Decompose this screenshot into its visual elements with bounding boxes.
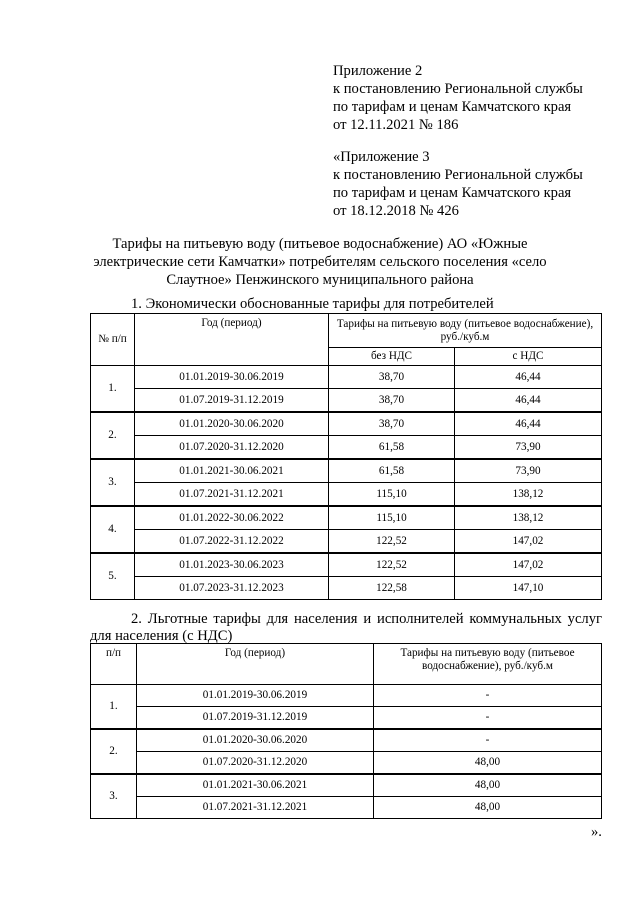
tariff-value-cell: - — [374, 685, 602, 707]
section-2-heading-line: для населения (с НДС) — [90, 628, 233, 644]
period-cell: 01.01.2019-30.06.2019 — [137, 685, 374, 707]
period-cell: 01.01.2019-30.06.2019 — [135, 366, 329, 389]
period-cell: 01.01.2021-30.06.2021 — [137, 774, 374, 797]
header-no-vat: без НДС — [329, 348, 455, 366]
period-cell: 01.07.2019-31.12.2019 — [137, 707, 374, 730]
section-1-heading: 1. Экономически обоснованные тарифы для потребителей — [131, 296, 494, 312]
section-2-heading — [90, 611, 602, 645]
appendix-3-line: по тарифам и ценам Камчатского края — [333, 185, 572, 201]
header-tariff: Тарифы на питьевую воду (питьевое водоснабжение), руб./куб.м — [374, 644, 602, 685]
table-row — [91, 797, 602, 819]
row-number: 2. — [91, 412, 135, 459]
preferential-tariffs-table — [90, 643, 602, 819]
period-cell: 01.01.2020-30.06.2020 — [135, 412, 329, 436]
tariff-value-cell: - — [374, 707, 602, 730]
appendix-2-line: к постановлению Региональной службы — [333, 81, 583, 97]
tariff-no-vat-cell: 61,58 — [329, 459, 455, 483]
row-number: 1. — [91, 685, 137, 730]
header-with-vat: с НДС — [455, 348, 602, 366]
table-row — [91, 553, 602, 577]
table-row — [91, 506, 602, 530]
appendix-3-line: от 18.12.2018 № 426 — [333, 203, 459, 219]
table-row — [91, 412, 602, 436]
table-row — [91, 530, 602, 554]
tariff-value-cell: 48,00 — [374, 797, 602, 819]
period-cell: 01.07.2021-31.12.2021 — [135, 483, 329, 507]
period-cell: 01.07.2020-31.12.2020 — [135, 436, 329, 460]
table-row — [91, 729, 602, 752]
period-cell: 01.07.2023-31.12.2023 — [135, 577, 329, 600]
table-row — [91, 459, 602, 483]
tariff-with-vat-cell: 46,44 — [455, 412, 602, 436]
tariff-with-vat-cell: 46,44 — [455, 366, 602, 389]
header-num: п/п — [91, 644, 137, 685]
table-row — [91, 436, 602, 460]
table-row — [91, 389, 602, 413]
title-line: Слаутное» Пенжинского муниципального района — [166, 272, 474, 288]
tariff-no-vat-cell: 122,52 — [329, 553, 455, 577]
period-cell: 01.07.2020-31.12.2020 — [137, 752, 374, 775]
table-row — [91, 366, 602, 389]
tariff-no-vat-cell: 61,58 — [329, 436, 455, 460]
tariff-no-vat-cell: 122,58 — [329, 577, 455, 600]
table-row — [91, 752, 602, 775]
tariff-no-vat-cell: 38,70 — [329, 366, 455, 389]
period-cell: 01.01.2020-30.06.2020 — [137, 729, 374, 752]
period-cell: 01.07.2019-31.12.2019 — [135, 389, 329, 413]
row-number: 2. — [91, 729, 137, 774]
tariff-no-vat-cell: 122,52 — [329, 530, 455, 554]
period-cell: 01.01.2022-30.06.2022 — [135, 506, 329, 530]
row-number: 3. — [91, 774, 137, 819]
appendix-2-line: от 12.11.2021 № 186 — [333, 117, 459, 133]
economic-tariffs-table — [90, 313, 602, 600]
table-row — [91, 685, 602, 707]
section-2-heading-line: 2. Льготные тарифы для населения и исполнителей коммунальных услуг — [131, 611, 602, 627]
period-cell: 01.01.2023-30.06.2023 — [135, 553, 329, 577]
tariff-no-vat-cell: 115,10 — [329, 483, 455, 507]
tariff-with-vat-cell: 73,90 — [455, 459, 602, 483]
appendix-2-line: Приложение 2 — [333, 63, 423, 79]
table-row — [91, 707, 602, 730]
tariff-with-vat-cell: 73,90 — [455, 436, 602, 460]
period-cell: 01.01.2021-30.06.2021 — [135, 459, 329, 483]
tariff-with-vat-cell: 147,10 — [455, 577, 602, 600]
tariff-no-vat-cell: 115,10 — [329, 506, 455, 530]
appendix-2-line: по тарифам и ценам Камчатского края — [333, 99, 572, 115]
row-number: 1. — [91, 366, 135, 413]
closing-quote-mark: ». — [591, 824, 602, 840]
table-row — [91, 577, 602, 600]
row-number: 3. — [91, 459, 135, 506]
appendix-2-block — [333, 62, 583, 134]
header-period: Год (период) — [135, 314, 329, 366]
tariff-with-vat-cell: 138,12 — [455, 483, 602, 507]
header-tariff: Тарифы на питьевую воду (питьевое водоснабжение), руб./куб.м — [329, 314, 602, 348]
appendix-3-line: «Приложение 3 — [333, 149, 430, 165]
tariff-no-vat-cell: 38,70 — [329, 389, 455, 413]
document-title — [90, 235, 550, 289]
period-cell: 01.07.2022-31.12.2022 — [135, 530, 329, 554]
tariff-value-cell: 48,00 — [374, 752, 602, 775]
tariff-with-vat-cell: 138,12 — [455, 506, 602, 530]
row-number: 5. — [91, 553, 135, 600]
tariff-with-vat-cell: 147,02 — [455, 553, 602, 577]
tariff-value-cell: 48,00 — [374, 774, 602, 797]
tariff-no-vat-cell: 38,70 — [329, 412, 455, 436]
title-line: электрические сети Камчатки» потребителям сельского поселения «село — [93, 254, 547, 270]
header-num: № п/п — [91, 314, 135, 366]
appendix-3-line: к постановлению Региональной службы — [333, 167, 583, 183]
tariff-value-cell: - — [374, 729, 602, 752]
header-period: Год (период) — [137, 644, 374, 685]
title-line: Тарифы на питьевую воду (питьевое водоснабжение) АО «Южные — [112, 236, 528, 252]
row-number: 4. — [91, 506, 135, 553]
appendix-3-block — [333, 148, 583, 220]
tariff-with-vat-cell: 46,44 — [455, 389, 602, 413]
table-row — [91, 483, 602, 507]
table-row — [91, 774, 602, 797]
period-cell: 01.07.2021-31.12.2021 — [137, 797, 374, 819]
tariff-with-vat-cell: 147,02 — [455, 530, 602, 554]
